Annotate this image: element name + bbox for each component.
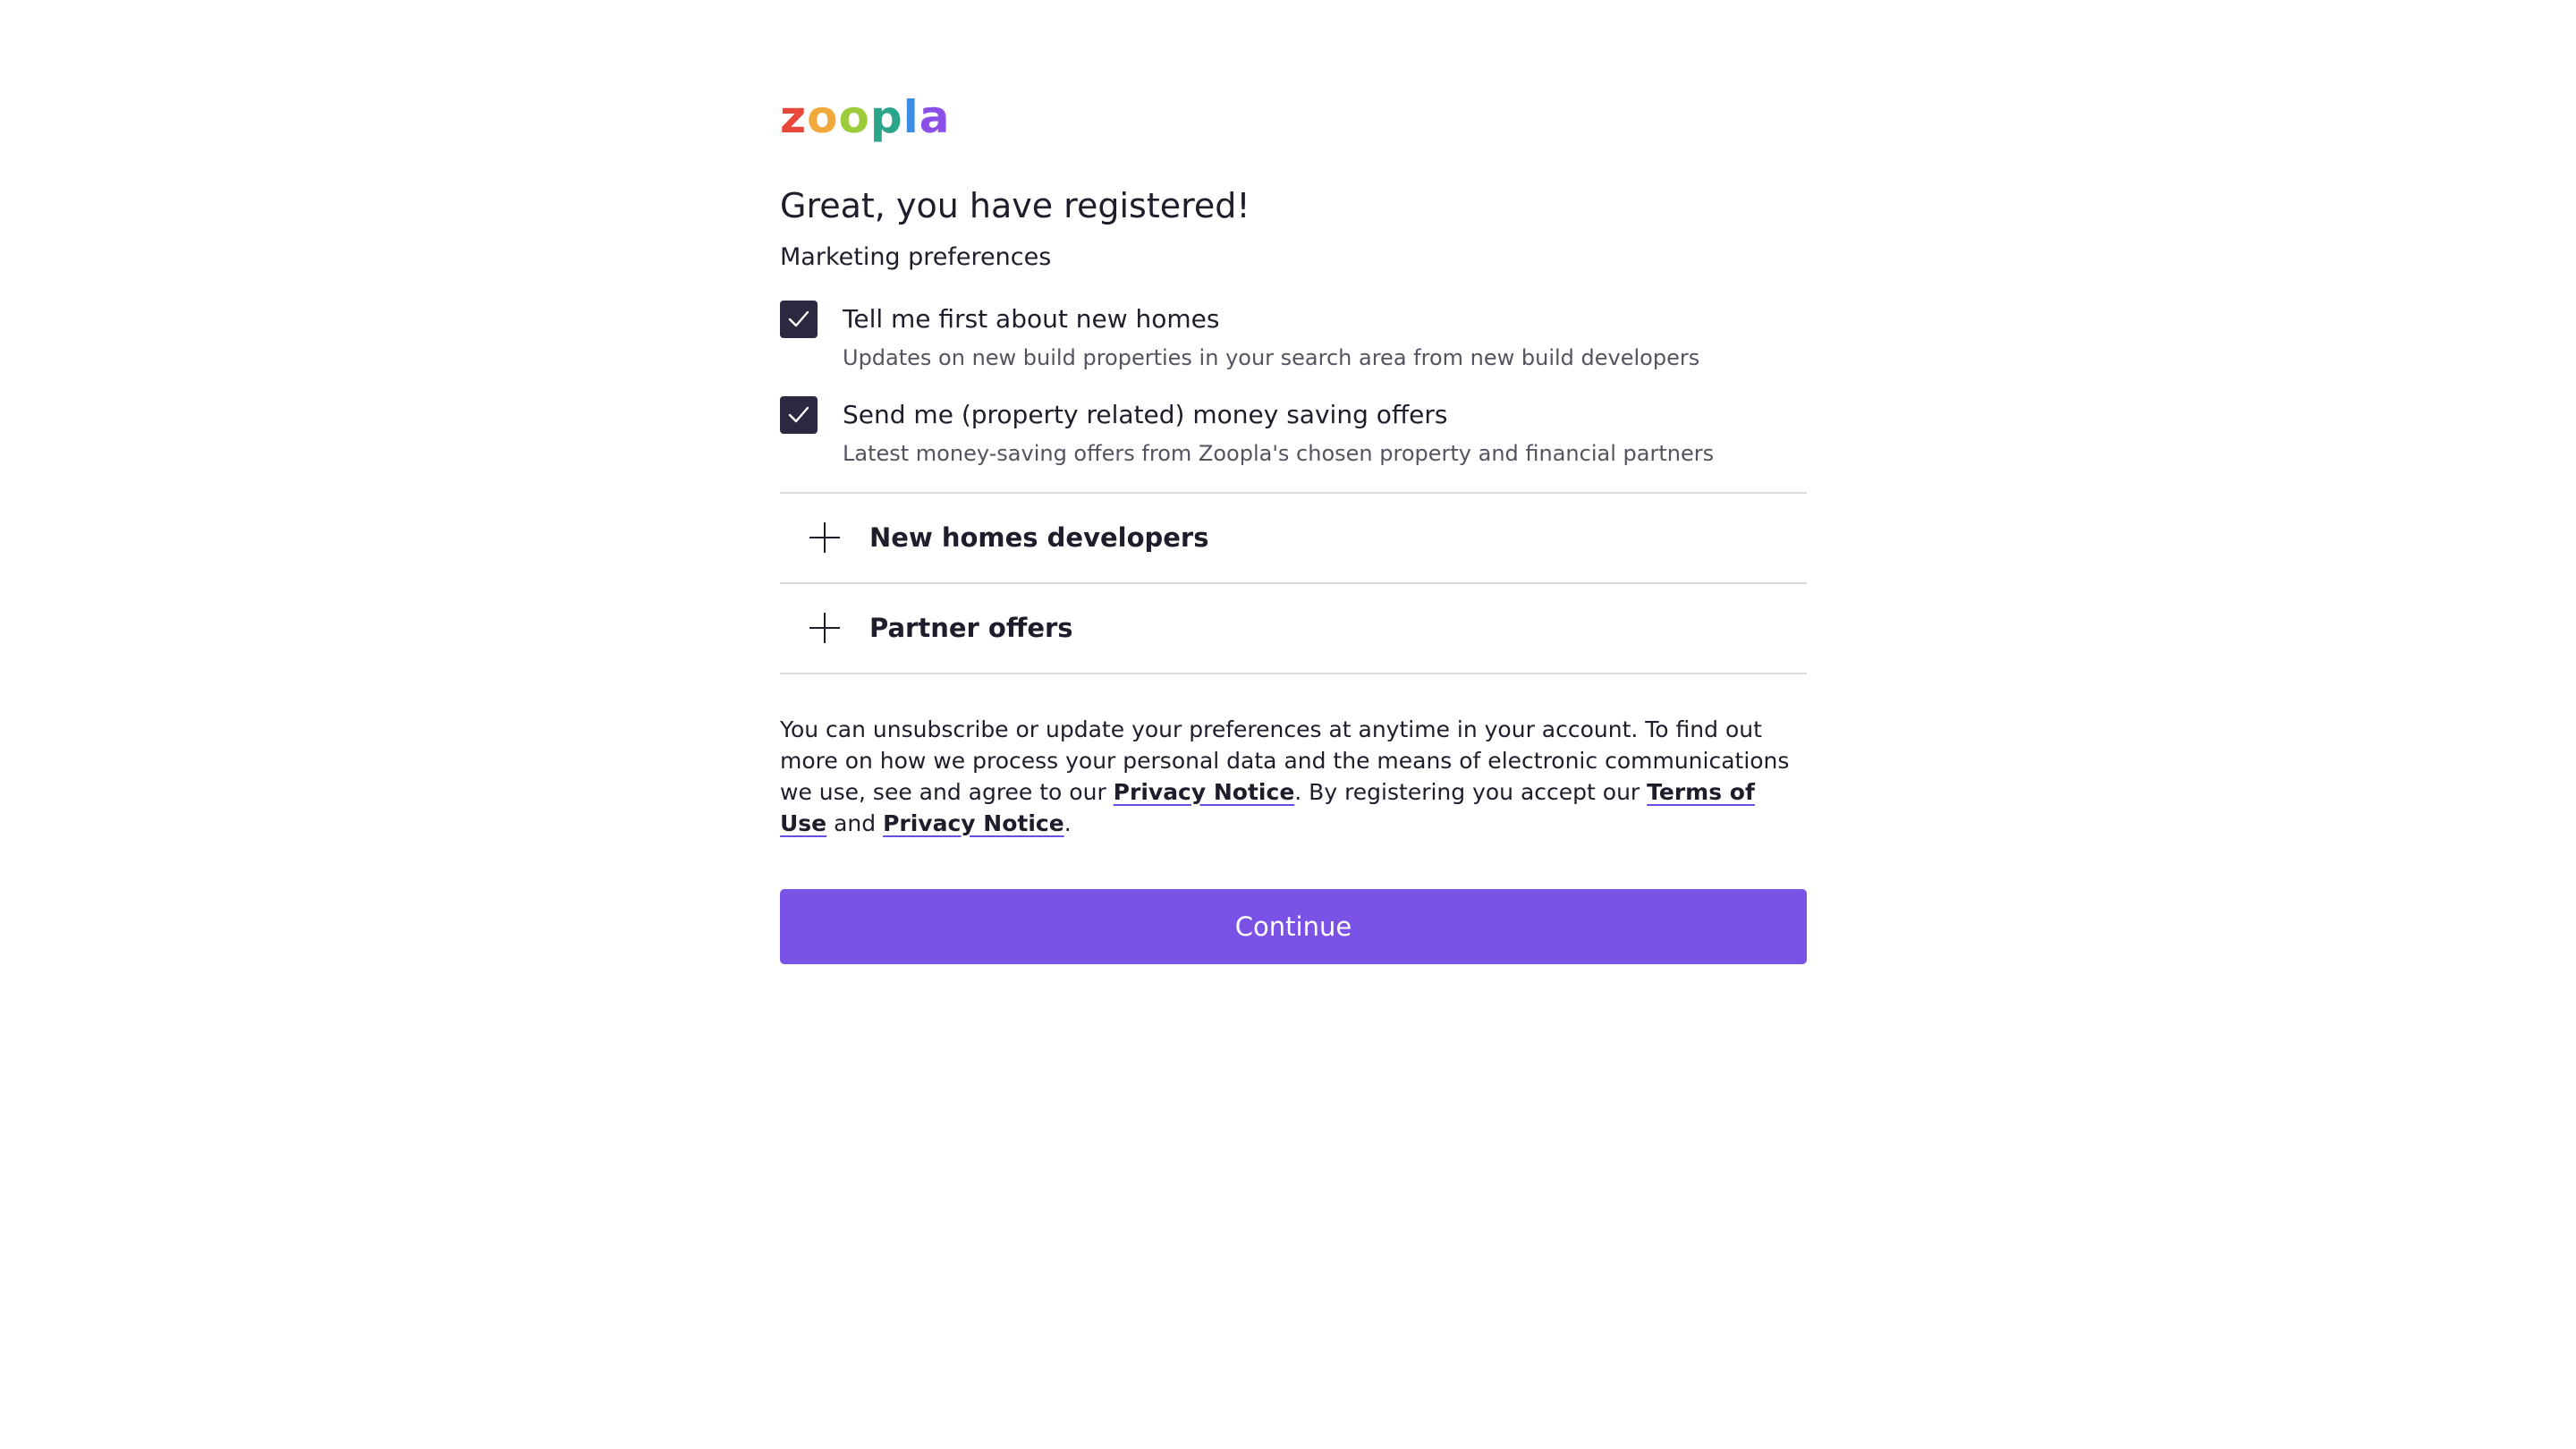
zoopla-logo xyxy=(780,91,1807,143)
accordion-label: New homes developers xyxy=(869,522,1209,554)
privacy-notice-link[interactable]: Privacy Notice xyxy=(883,809,1064,836)
option-text xyxy=(843,301,1699,371)
logo-letter: a xyxy=(919,91,951,143)
new-homes-checkbox[interactable] xyxy=(780,301,818,338)
option-label: Send me (property related) money saving offers xyxy=(843,399,1448,429)
page-title: Great, you have registered! xyxy=(780,186,1250,225)
option-money-saving xyxy=(780,396,1807,467)
logo-letter: l xyxy=(902,91,919,143)
logo-letter: z xyxy=(780,91,808,143)
legal-text-part: You can unsubscribe or update your preferences at anytime in your account. To find out more on how we process your personal data and the means of electronic communications we use, see and agree to our xyxy=(780,716,1790,805)
accordion-label: Partner offers xyxy=(869,613,1073,644)
accordion xyxy=(780,492,1807,674)
terms-of-use-link[interactable]: Terms of Use xyxy=(780,778,1755,836)
continue-button[interactable]: Continue xyxy=(780,889,1807,964)
checkmark-icon xyxy=(787,403,810,427)
option-label: Tell me first about new homes xyxy=(843,303,1220,334)
plus-icon xyxy=(807,610,843,646)
registration-panel xyxy=(780,93,1807,964)
legal-text-part: and xyxy=(826,809,884,836)
accordion-partner-offers[interactable] xyxy=(780,584,1807,674)
logo-letter: o xyxy=(838,91,870,143)
logo-letter: o xyxy=(807,91,839,143)
accordion-new-homes-developers[interactable] xyxy=(780,494,1807,584)
logo-letter: p xyxy=(869,91,903,143)
privacy-notice-link[interactable]: Privacy Notice xyxy=(1113,778,1295,805)
checkmark-icon xyxy=(787,308,810,331)
legal-text-part: . By registering you accept our xyxy=(1294,778,1648,805)
money-saving-checkbox[interactable] xyxy=(780,396,818,434)
preference-options xyxy=(780,301,1807,467)
plus-icon xyxy=(807,520,843,555)
option-description: Updates on new build properties in your search area from new build developers xyxy=(843,344,1700,370)
option-new-homes xyxy=(780,301,1807,371)
option-description: Latest money-saving offers from Zoopla's chosen property and financial partners xyxy=(843,440,1715,466)
legal-text-part: . xyxy=(1063,809,1072,836)
legal-text xyxy=(780,714,1807,839)
option-text xyxy=(843,396,1714,467)
section-subtitle: Marketing preferences xyxy=(780,242,1052,271)
